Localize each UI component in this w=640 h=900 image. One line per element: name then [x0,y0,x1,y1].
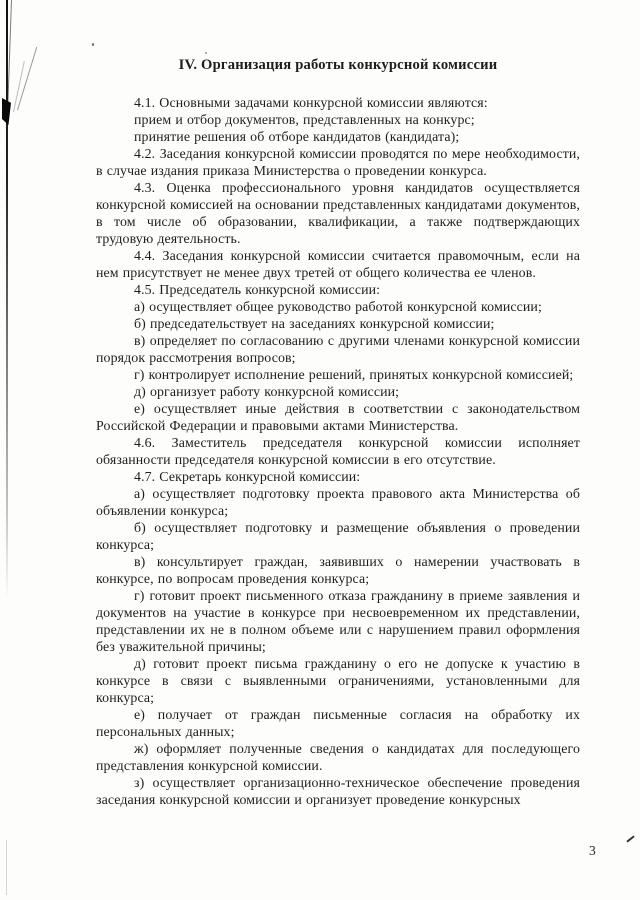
paragraph: 4.1. Основными задачами конкурсной комиссии являются: [134,96,488,111]
paragraph: 4.4. Заседания конкурсной комиссии считается правомочным, если на нем присутствует не менее двух третей от общего количества ее членов. [96,249,580,281]
paragraph: а) осуществляет общее руководство работой конкурсной комиссии; [134,300,542,315]
scan-speck [92,43,94,46]
paragraph: в) определяет по согласованию с другими членами конкурсной комиссии порядок рассмотрения вопросов; [96,334,580,366]
paragraph: прием и отбор документов, представленных на конкурс; [134,113,475,128]
paragraph: в) консультирует граждан, заявивших о намерении участвовать в конкурсе, по вопросам проведения конкурса; [96,555,580,587]
paragraph: принятие решения об отборе кандидатов (кандидата); [134,130,460,145]
paragraph: б) председательствует на заседаниях конкурсной комиссии; [134,317,495,332]
paragraph: 4.7. Секретарь конкурсной комиссии: [134,470,361,485]
paragraph: е) получает от граждан письменные согласия на обработку их персональных данных; [96,708,580,740]
paragraph: 4.5. Председатель конкурсной комиссии: [134,283,381,298]
paragraph: ж) оформляет полученные сведения о кандидатах для последующего представления конкурсной комиссии. [96,742,580,774]
paragraph: е) осуществляет иные действия в соответствии с законодательством Российской Федерации и правовыми актами Министерства. [96,402,580,434]
ink-mark [2,98,11,125]
paragraph: б) осуществляет подготовку и размещение объявления о проведении конкурса; [96,521,580,553]
paragraph: д) организует работу конкурсной комиссии; [134,385,400,400]
pen-tick-mark [626,835,634,842]
scan-edge-line-faint [6,840,7,895]
paragraph: д) готовит проект письма гражданину о его не допуске к участию в конкурсе в связи с выявленными ограничениями, установленными для конкурса; [96,657,580,706]
paragraph: 4.6. Заместитель председателя конкурсной комиссии исполняет обязанности председателя конкурсной комиссии в его отсутствие. [96,436,580,468]
document-body [96,95,580,809]
paragraph: г) контролирует исполнение решений, принятых конкурсной комиссией; [134,368,574,383]
section-heading: IV. Организация работы конкурсной комиссии [178,57,498,73]
scan-speck [205,52,207,54]
paragraph: 4.3. Оценка профессионального уровня кандидатов осуществляется конкурсной комиссией на основании представленных кандидатами документов, в том числе об образовании, квалификации, а также подтверждающих трудовую деятельность. [96,181,580,247]
page-number: 3 [589,843,596,858]
paragraph: з) осуществляет организационно-техническое обеспечение проведения заседания конкурсной комиссии и организует проведение конкурсных [96,776,580,808]
paragraph: а) осуществляет подготовку проекта правового акта Министерства об объявлении конкурса; [96,487,580,519]
paragraph: 4.2. Заседания конкурсной комиссии проводятся по мере необходимости, в случае издания приказа Министерства о проведении конкурса. [96,147,580,179]
paragraph: г) готовит проект письменного отказа гражданину в приеме заявления и документов на участие в конкурсе при несвоевременном их представлении, представлении их не в полном объеме или с нарушением правил оформления без уважительной причины; [96,589,580,655]
